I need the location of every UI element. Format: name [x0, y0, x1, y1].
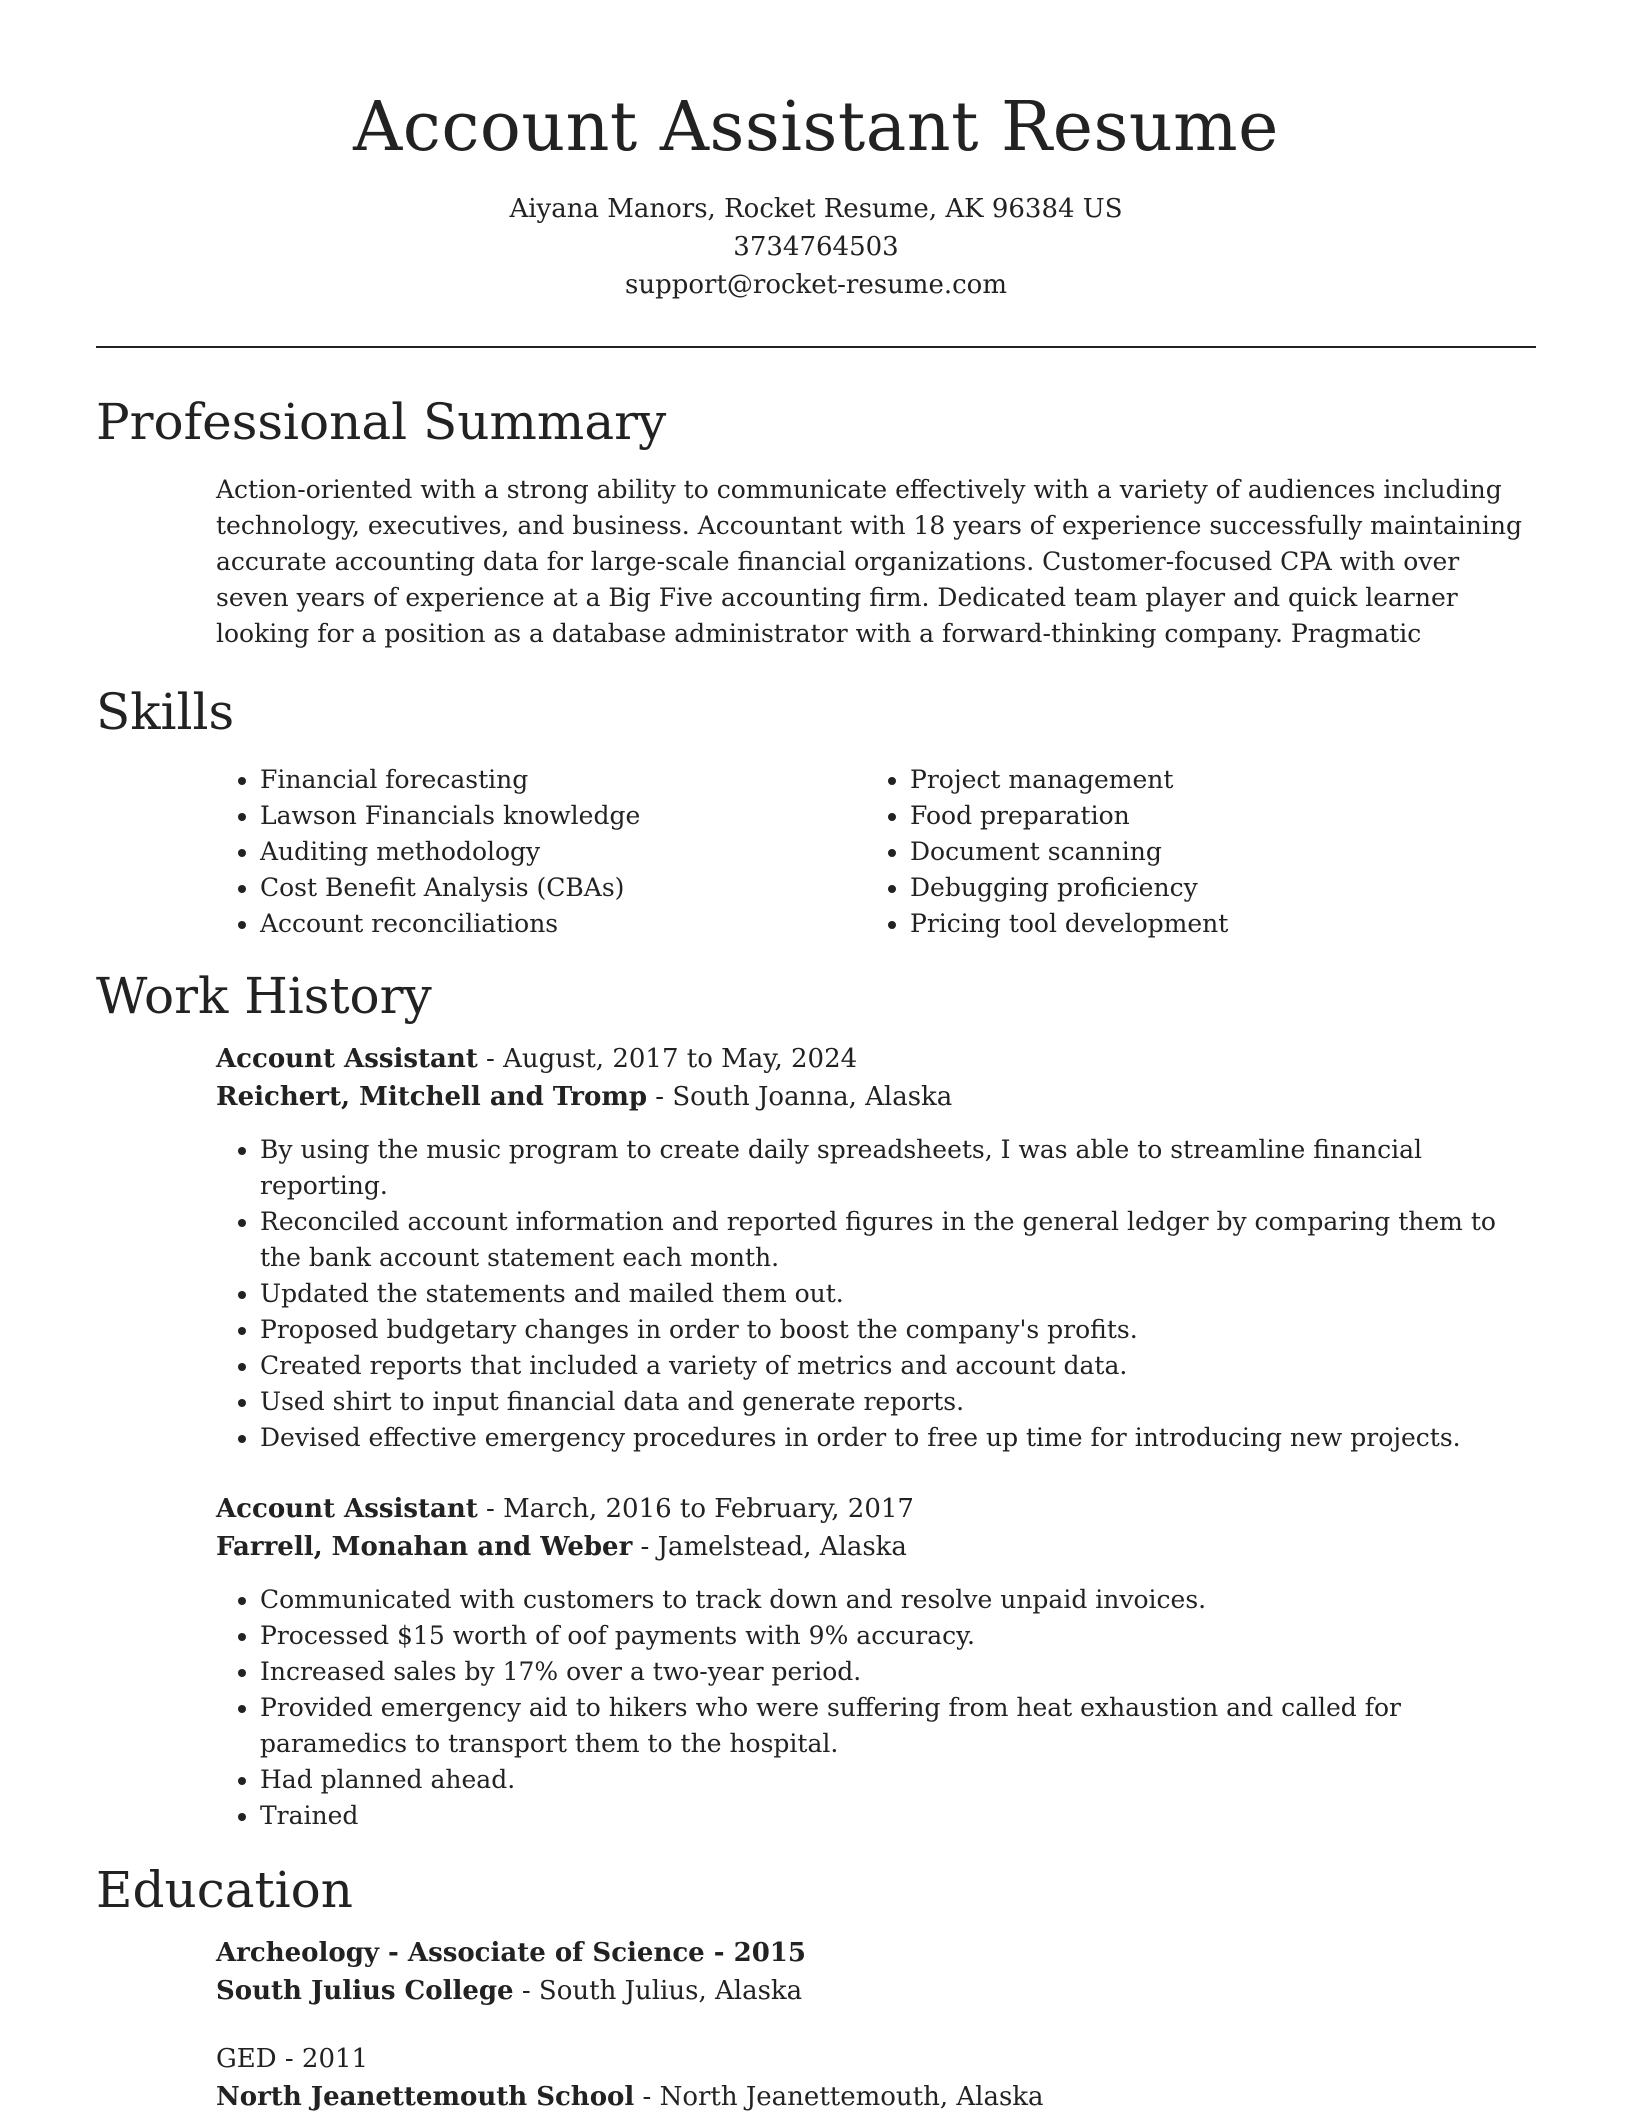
contact-email: support@rocket-resume.com — [624, 270, 1007, 300]
skill-item: • Project management — [910, 762, 1516, 798]
education-degree-line — [216, 2040, 1536, 2078]
summary-section — [96, 390, 1536, 652]
work-heading: Work History — [96, 967, 432, 1025]
job-bullet: • Increased sales by 17% over a two-year period. — [260, 1654, 1536, 1690]
job-bullet: • Used shirt to input financial data and generate reports. — [260, 1384, 1536, 1420]
job-bullet: • By using the music program to create daily spreadsheets, I was able to streamline financial reporting. — [260, 1132, 1536, 1204]
skill-item: • Food preparation — [910, 798, 1516, 834]
job-company: Farrell, Monahan and Weber — [216, 1532, 633, 1562]
skills-column-left — [216, 762, 866, 942]
job-title-line — [216, 1490, 1536, 1528]
summary-heading: Professional Summary — [96, 393, 667, 451]
job-bullet: • Processed $15 worth of oof payments with 9% accuracy. — [260, 1618, 1536, 1654]
skill-item: • Financial forecasting — [260, 762, 866, 798]
job-company: Reichert, Mitchell and Tromp — [216, 1082, 648, 1112]
job-bullet: • Reconciled account information and reported figures in the general ledger by comparing them to the bank account statement each month. — [260, 1204, 1536, 1276]
education-section — [96, 1858, 1536, 2116]
job-company-line — [216, 1528, 1536, 1566]
education-entry — [216, 1934, 1536, 2010]
skill-item: • Pricing tool development — [910, 906, 1516, 942]
skills-section — [96, 680, 1536, 942]
education-school-line — [216, 1972, 1536, 2010]
job-location: - South Joanna, Alaska — [647, 1082, 953, 1112]
education-degree-year: - Associate of Science - 2015 — [379, 1938, 806, 1968]
education-location: - North Jeanettemouth, Alaska — [634, 2082, 1044, 2112]
education-school-line — [216, 2078, 1536, 2116]
job-company-line — [216, 1078, 1536, 1116]
summary-text: Action-oriented with a strong ability to communicate effectively with a variety of audiences including technology, executives, and business. Accountant with 18 years of experience successfully maintaining accurate accounting data for large-scale financial organizations. Customer-focused CPA with over seven years of experience at a Big Five accounting firm. Dedicated team player and quick learner looking for a position as a database administrator with a forward-thinking company. Pragmatic — [216, 475, 1522, 648]
job-bullet: • Provided emergency aid to hikers who were suffering from heat exhaustion and called for paramedics to transport them to the hospital. — [260, 1690, 1536, 1762]
job-bullet: • Had planned ahead. — [260, 1762, 1536, 1798]
job-bullet: • Devised effective emergency procedures in order to free up time for introducing new projects. — [260, 1420, 1536, 1456]
skill-item: • Auditing methodology — [260, 834, 866, 870]
skill-item: • Document scanning — [910, 834, 1516, 870]
skill-item: • Cost Benefit Analysis (CBAs) — [260, 870, 866, 906]
education-school: South Julius College — [216, 1976, 514, 2006]
education-field: Archeology — [216, 1938, 379, 1968]
job-bullet: • Proposed budgetary changes in order to boost the company's profits. — [260, 1312, 1536, 1348]
skills-list-left — [216, 762, 866, 942]
contact-block — [96, 190, 1536, 304]
education-location: - South Julius, Alaska — [513, 1976, 803, 2006]
education-entry — [216, 2040, 1536, 2116]
job-bullets — [216, 1582, 1536, 1834]
skill-item: • Debugging proficiency — [910, 870, 1516, 906]
job-title-line — [216, 1040, 1536, 1078]
skills-heading: Skills — [96, 683, 235, 741]
contact-phone: 3734764503 — [733, 232, 899, 262]
job-dates: - March, 2016 to February, 2017 — [477, 1494, 914, 1524]
job-title: Account Assistant — [216, 1044, 478, 1074]
job-dates: - August, 2017 to May, 2024 — [477, 1044, 858, 1074]
job-bullet: • Trained — [260, 1798, 1536, 1834]
job-entry — [216, 1490, 1536, 1834]
education-degree-line — [216, 1934, 1536, 1972]
job-location: - Jamelstead, Alaska — [632, 1532, 907, 1562]
job-bullets — [216, 1132, 1536, 1456]
header-divider — [96, 346, 1536, 348]
skills-column-right — [866, 762, 1516, 942]
job-bullet: • Updated the statements and mailed them out. — [260, 1276, 1536, 1312]
work-section — [96, 964, 1536, 1834]
job-bullet: • Created reports that included a variety of metrics and account data. — [260, 1348, 1536, 1384]
job-bullet: • Communicated with customers to track down and resolve unpaid invoices. — [260, 1582, 1536, 1618]
resume-title: Account Assistant Resume — [353, 88, 1279, 167]
education-heading: Education — [96, 1861, 353, 1919]
job-title: Account Assistant — [216, 1494, 478, 1524]
education-school: North Jeanettemouth School — [216, 2082, 635, 2112]
education-degree-year: GED - 2011 — [216, 2044, 369, 2074]
skill-item: • Account reconciliations — [260, 906, 866, 942]
skills-grid — [216, 762, 1536, 942]
resume-header — [96, 0, 1536, 304]
job-entry — [216, 1040, 1536, 1456]
skills-list-right — [866, 762, 1516, 942]
contact-address: Aiyana Manors, Rocket Resume, AK 96384 US — [509, 194, 1123, 224]
skill-item: • Lawson Financials knowledge — [260, 798, 866, 834]
